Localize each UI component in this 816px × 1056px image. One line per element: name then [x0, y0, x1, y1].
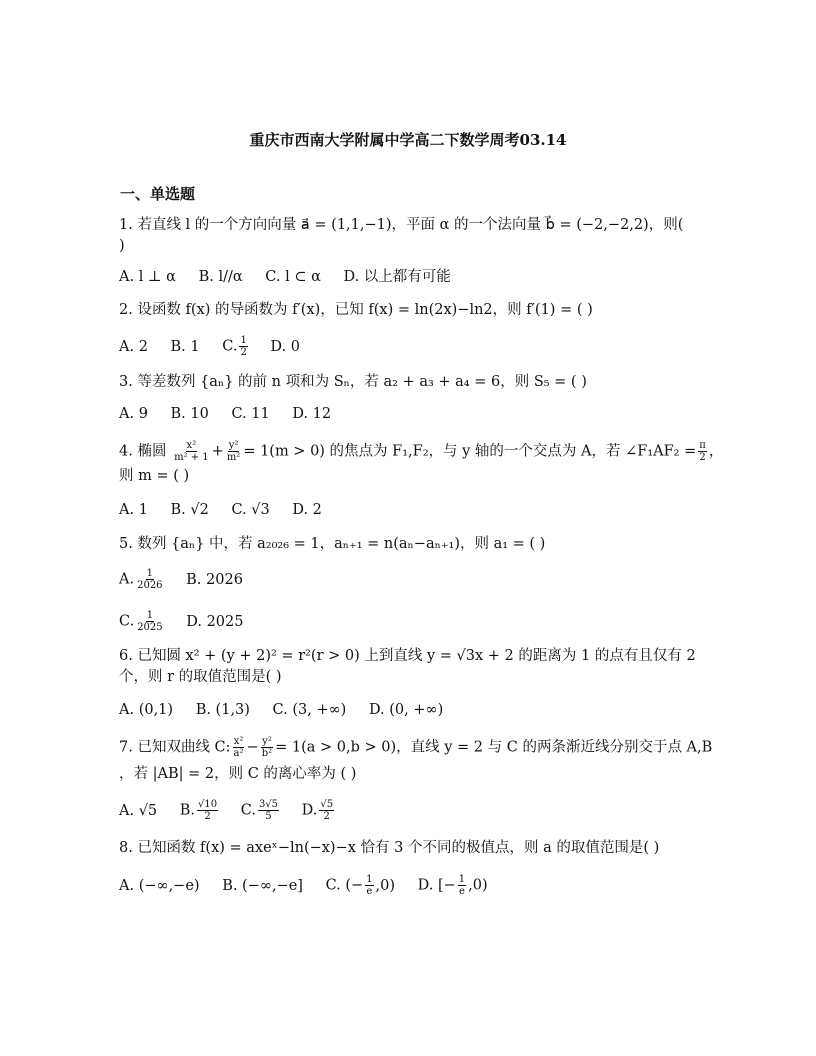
fraction-x-over-m — [173, 440, 210, 463]
option-c-open: C. (− — [325, 877, 364, 894]
option-c: C. √3 — [231, 502, 270, 518]
option-b: B. (−∞,−e] — [222, 877, 303, 894]
question-6-stem-cont: 个，则 r 的取值范围是( ) — [119, 669, 282, 685]
option-c-close: ,0) — [375, 877, 396, 894]
fraction-numerator: √5 — [320, 799, 334, 810]
stem-text: 7. 已知双曲线 C: — [119, 739, 231, 756]
fraction-numerator: √10 — [198, 799, 218, 810]
option-d: D. — [301, 802, 318, 819]
option-d-fraction — [319, 799, 334, 822]
option-b: B. l//α — [198, 269, 243, 285]
option-b: B. √2 — [170, 502, 209, 518]
question-7-stem — [119, 736, 713, 759]
plus-sign: + — [211, 443, 224, 460]
option-c-fraction — [258, 799, 279, 822]
question-8-options — [119, 874, 699, 897]
fraction-denominator: 2026 — [137, 580, 163, 591]
option-a: A. (0,1) — [119, 702, 174, 718]
question-1-stem-cont: ) — [119, 238, 125, 254]
stem-text: 4. 椭圆 — [119, 443, 167, 460]
option-a: A. l ⊥ α — [119, 269, 176, 285]
section-heading: 一、单选题 — [120, 185, 196, 203]
fraction-denominator: e — [366, 886, 373, 897]
option-a: A. 2 — [119, 338, 148, 355]
option-a: A. — [119, 571, 135, 588]
option-d-fraction — [458, 874, 466, 897]
option-d: D. 12 — [292, 406, 332, 422]
question-3-stem: 3. 等差数列 {aₙ} 的前 n 项和为 Sₙ，若 a₂ + a₃ + a₄ = 6，则 S₅ = ( ) — [119, 374, 587, 390]
fraction-pi-over-2 — [698, 440, 707, 463]
option-d: D. (0, +∞) — [368, 702, 444, 718]
option-c-fraction — [365, 874, 373, 897]
option-a: A. 1 — [119, 502, 148, 518]
fraction-numerator: 1 — [458, 874, 466, 885]
fraction-numerator: π — [699, 440, 706, 451]
fraction-numerator: x² — [233, 736, 244, 747]
fraction-numerator: y² — [262, 736, 272, 747]
stem-text: = 1(m > 0) 的焦点为 F₁,F₂，与 y 轴的一个交点为 A，若 ∠F₁AF₂ = — [243, 443, 697, 460]
fraction-denominator: a² — [233, 748, 244, 759]
option-d: D. 2 — [292, 502, 322, 518]
question-6-options — [119, 700, 699, 720]
question-5-options-row2 — [119, 610, 699, 633]
question-4-options — [119, 500, 699, 520]
fraction-x-over-a — [233, 736, 245, 759]
option-c-fraction — [239, 335, 247, 358]
fraction-denominator: 2 — [240, 347, 247, 358]
fraction-denominator: 2025 — [137, 622, 163, 633]
fraction-denominator: 2 — [699, 452, 706, 463]
question-5-stem: 5. 数列 {aₙ} 中，若 a₂₀₂₆ = 1，aₙ₊₁ = n(aₙ−aₙ₊₁)，则 a₁ = ( ) — [119, 536, 546, 552]
option-d: D. 2025 — [186, 613, 244, 630]
option-b: B. 1 — [170, 338, 200, 355]
fraction-numerator: 3√5 — [258, 799, 279, 810]
question-7-stem-cont: ，若 |AB| = 2，则 C 的离心率为 ( ) — [119, 766, 357, 782]
fraction-numerator: 1 — [146, 568, 153, 579]
option-b-fraction — [197, 799, 218, 822]
stem-text: ， — [708, 443, 724, 460]
fraction-denominator: 2 — [204, 811, 211, 822]
option-a: A. 9 — [119, 406, 148, 422]
fraction-numerator: 1 — [366, 874, 373, 885]
option-a-fraction — [136, 568, 163, 591]
option-c: C. — [222, 338, 238, 355]
option-d: D. 0 — [270, 338, 300, 355]
option-c: C. (3, +∞) — [272, 702, 347, 718]
option-b: B. 10 — [170, 406, 209, 422]
fraction-numerator: x² — [186, 440, 197, 451]
fraction-numerator: 1 — [146, 610, 154, 621]
question-5-options-row1 — [119, 568, 699, 591]
option-b: B. (1,3) — [195, 702, 250, 718]
option-c: C. — [240, 802, 256, 819]
option-d-close: ,0) — [468, 877, 488, 894]
minus-sign: − — [246, 739, 259, 756]
option-c-fraction — [136, 610, 163, 633]
question-1-stem: 1. 若直线 l 的一个方向向量 a⃗ = (1,1,−1)，平面 α 的一个法向量 b⃗ = (−2,−2,2)，则( — [119, 217, 684, 233]
fraction-numerator: y² — [228, 440, 239, 451]
question-4-stem-cont: 则 m = ( ) — [119, 468, 190, 484]
option-d-open: D. [− — [417, 877, 456, 894]
fraction-denominator: 2 — [323, 811, 330, 822]
fraction-y-over-m — [226, 440, 242, 463]
question-2-stem: 2. 设函数 f(x) 的导函数为 f′(x)，已知 f(x) = ln(2x)−ln2，则 f′(1) = ( ) — [119, 302, 593, 318]
question-6-stem: 6. 已知圆 x² + (y + 2)² = r²(r > 0) 上到直线 y = √3x + 2 的距离为 1 的点有且仅有 2 — [119, 648, 696, 664]
option-c: C. 11 — [231, 406, 270, 422]
fraction-denominator: b² — [261, 748, 273, 759]
fraction-y-over-b — [261, 736, 273, 759]
option-b: B. — [179, 802, 196, 819]
question-4-stem — [119, 440, 724, 463]
option-b: B. 2026 — [186, 571, 243, 588]
option-c: C. — [119, 613, 135, 630]
stem-text: = 1(a > 0,b > 0)，直线 y = 2 与 C 的两条渐近线分别交于点 A,B — [275, 739, 713, 756]
option-c: C. l ⊂ α — [265, 269, 321, 285]
option-d: D. 以上都有可能 — [343, 269, 451, 285]
fraction-denominator: 5 — [265, 811, 272, 822]
question-2-options — [119, 335, 699, 358]
option-a: A. (−∞,−e) — [119, 877, 200, 894]
fraction-numerator: 1 — [240, 335, 247, 346]
option-a: A. √5 — [119, 802, 158, 819]
question-8-stem: 8. 已知函数 f(x) = axeˣ−ln(−x)−x 恰有 3 个不同的极值点，则 a 的取值范围是( ) — [119, 840, 660, 856]
question-3-options — [119, 404, 699, 424]
question-7-options — [119, 799, 699, 822]
fraction-denominator: m² — [226, 452, 241, 463]
fraction-denominator: m² + 1 — [174, 452, 209, 463]
question-1-options — [119, 267, 699, 287]
fraction-denominator: e — [459, 886, 465, 897]
page-title: 重庆市西南大学附属中学高二下数学周考03.14 — [249, 131, 567, 149]
